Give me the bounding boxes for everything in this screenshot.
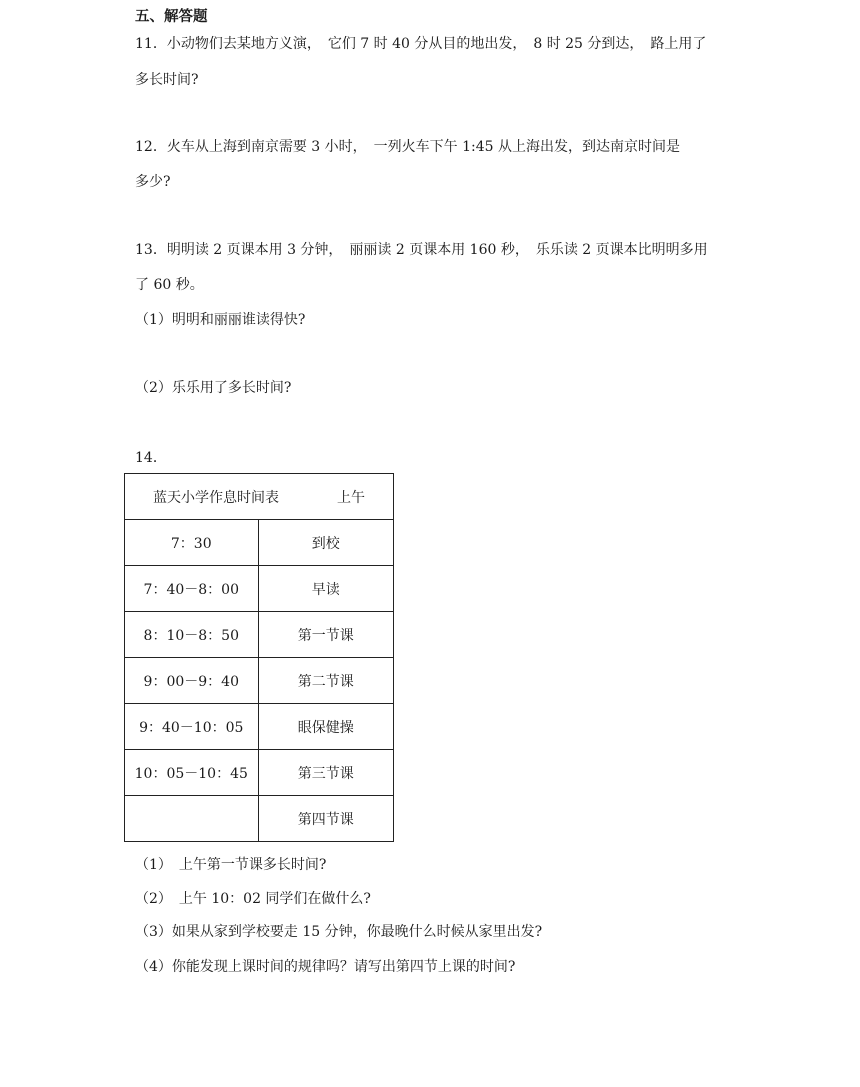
schedule-period: 上午 xyxy=(337,489,365,506)
section-title: 五、解答题 xyxy=(135,8,208,25)
time-cell: 8：10－8：50 xyxy=(125,612,259,658)
table-row xyxy=(125,658,394,704)
table-row xyxy=(125,566,394,612)
time-cell: 7：30 xyxy=(125,520,259,566)
time-cell: 10：05－10：45 xyxy=(125,750,259,796)
question-14-number: 14． xyxy=(135,450,167,466)
question-14-sub-4: （4）你能发现上课时间的规律吗？请写出第四节上课的时间? xyxy=(135,959,516,975)
time-cell: 9：00－9：40 xyxy=(125,658,259,704)
activity-cell: 早读 xyxy=(258,566,393,612)
activity-cell: 第一节课 xyxy=(258,612,393,658)
activity-cell: 眼保健操 xyxy=(258,704,393,750)
question-13-sub-1: （1）明明和丽丽谁读得快? xyxy=(135,312,306,328)
table-row xyxy=(125,750,394,796)
activity-cell: 到校 xyxy=(258,520,393,566)
question-11-line-2: 多长时间? xyxy=(135,72,199,88)
schedule-title-row xyxy=(125,474,394,520)
activity-cell: 第二节课 xyxy=(258,658,393,704)
schedule-title: 蓝天小学作息时间表 xyxy=(153,489,279,506)
question-14-sub-2: （2） 上午 10：02 同学们在做什么? xyxy=(135,891,371,907)
question-13-line-1: 13．明明读 2 页课本用 3 分钟， 丽丽读 2 页课本用 160 秒， 乐乐读 2 页课本比明明多用 xyxy=(135,242,708,258)
question-11-line-1: 11．小动物们去某地方义演， 它们 7 时 40 分从目的地出发， 8 时 25 分到达， 路上用了 xyxy=(135,36,707,52)
question-14-sub-3: （3）如果从家到学校要走 15 分钟，你最晚什么时候从家里出发? xyxy=(135,924,543,940)
schedule-table xyxy=(124,473,394,842)
question-13-sub-2: （2）乐乐用了多长时间? xyxy=(135,380,292,396)
time-cell: 7：40－8：00 xyxy=(125,566,259,612)
table-row xyxy=(125,520,394,566)
question-14-sub-1: （1） 上午第一节课多长时间? xyxy=(135,857,327,873)
table-row xyxy=(125,796,394,842)
activity-cell: 第四节课 xyxy=(258,796,393,842)
question-12-line-2: 多少? xyxy=(135,174,171,190)
schedule-title-cell xyxy=(125,474,394,520)
activity-cell: 第三节课 xyxy=(258,750,393,796)
question-13-line-2: 了 60 秒。 xyxy=(135,277,204,293)
table-row xyxy=(125,704,394,750)
question-12-line-1: 12．火车从上海到南京需要 3 小时， 一列火车下午 1:45 从上海出发，到达南京时间是 xyxy=(135,139,680,155)
time-cell xyxy=(125,796,259,842)
table-row xyxy=(125,612,394,658)
time-cell: 9：40－10：05 xyxy=(125,704,259,750)
